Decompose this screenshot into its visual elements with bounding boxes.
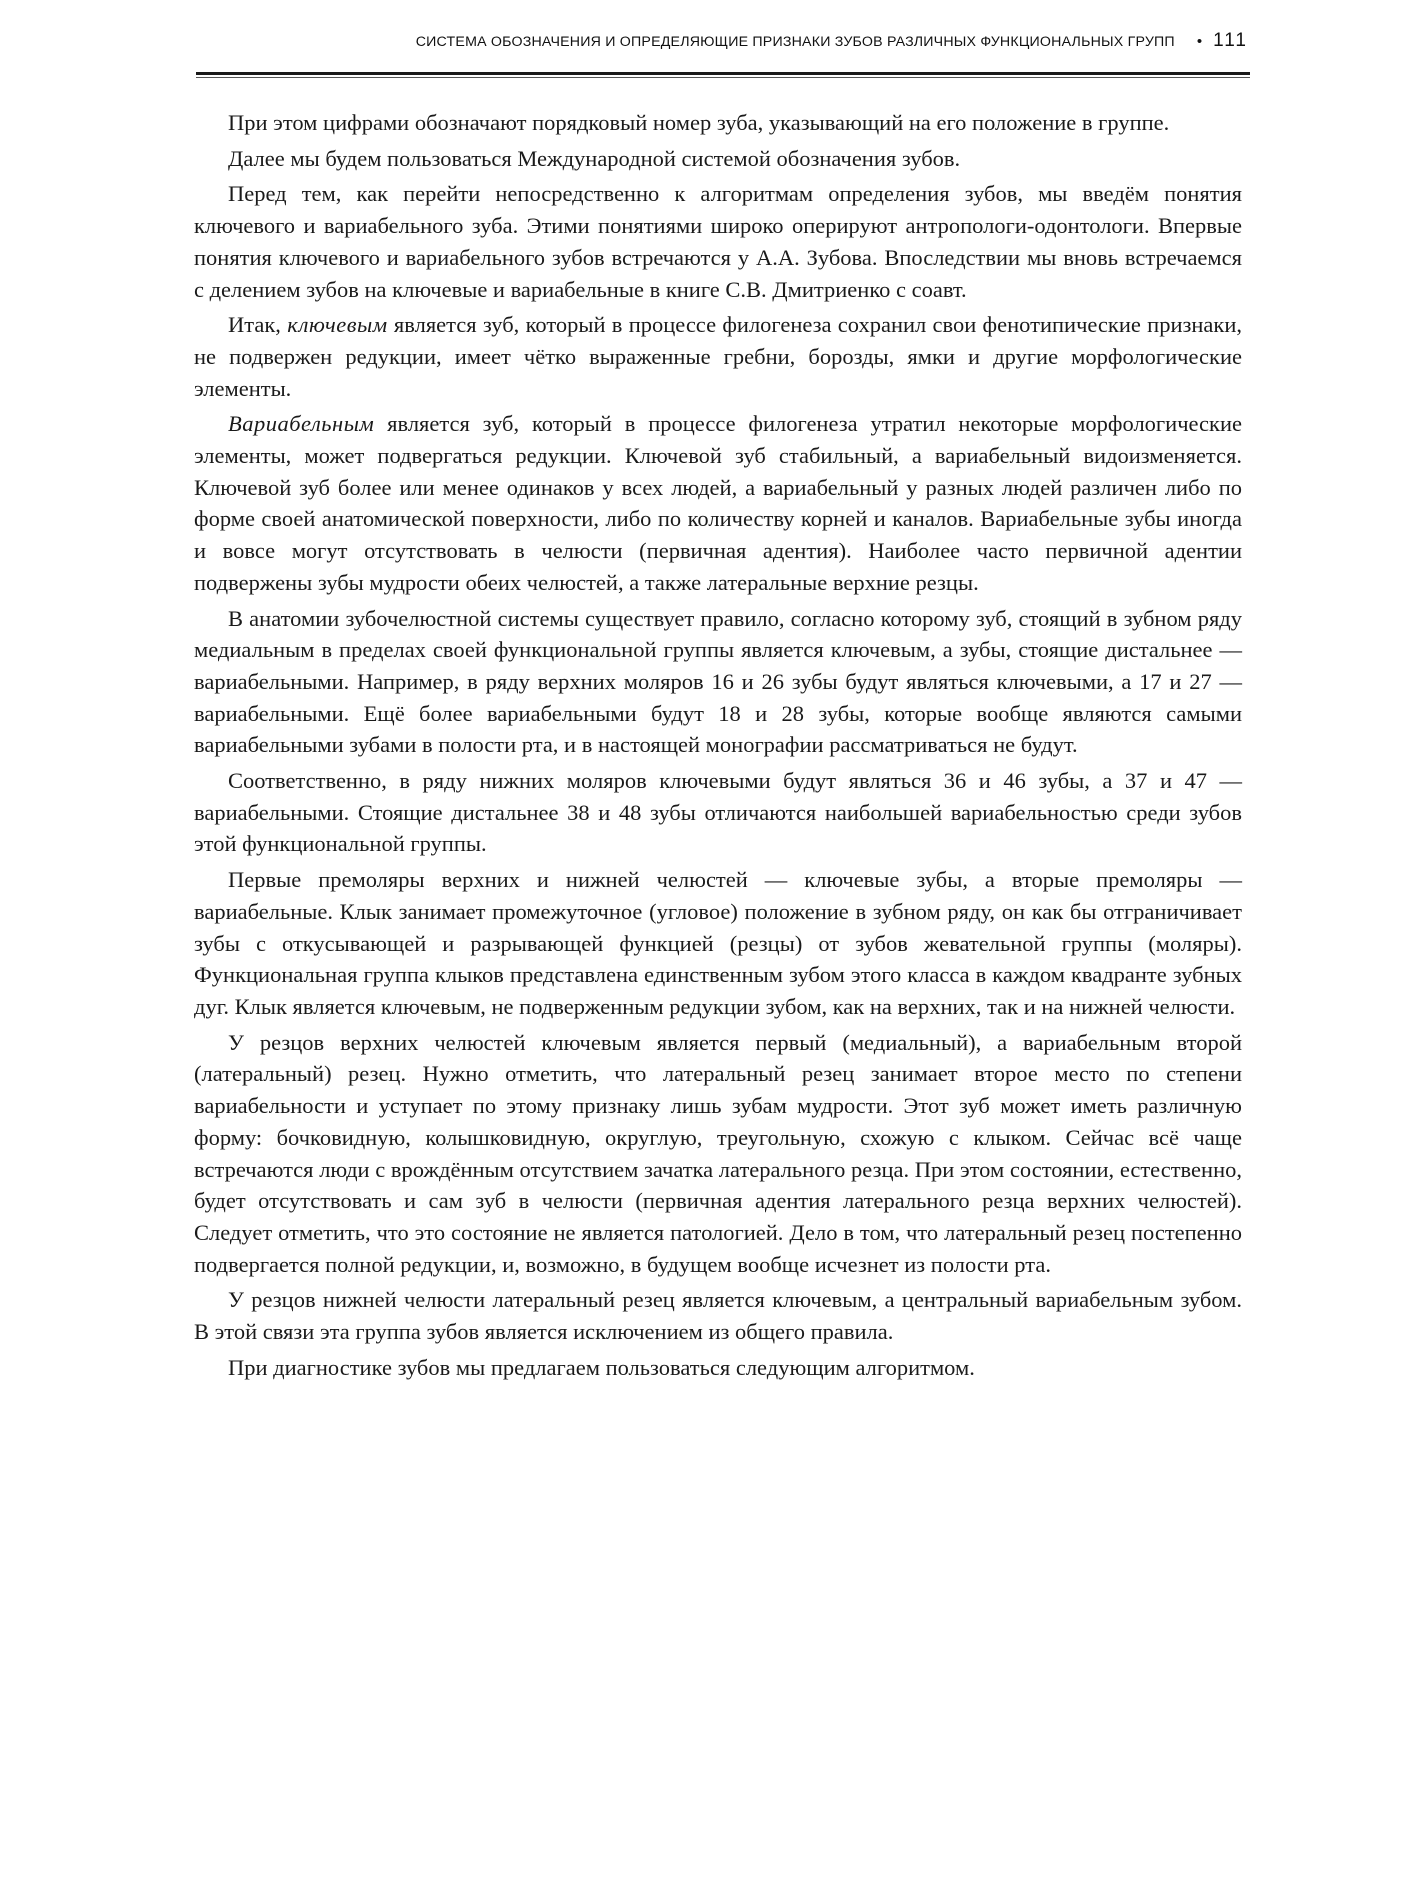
paragraph-prefix: Итак, [228, 312, 288, 338]
paragraph-text: является зуб, который в процессе филогенеза сохранил свои фенотипические признаки, не подвержен редукции, имеет чётко выраженные гребни, борозды, ямки и другие морфологические элементы. [194, 312, 1242, 401]
paragraph-premolars-canine [194, 864, 1242, 1023]
paragraph-text: У резцов нижней челюсти латеральный резец является ключевым, а центральный вариабельным зубом. В этой связи эта группа зубов является исключением из общего правила. [194, 1287, 1242, 1345]
paragraph-key-tooth-definition [194, 309, 1242, 404]
paragraph-text: В анатомии зубочелюстной системы существует правило, согласно которому зуб, стоящий в зубном ряду медиальным в пределах своей функциональной группы является ключевым, а зубы, стоящие дистальнее — вариабельными. Например, в ряду верхних моляров 16 и 26 зубы будут являться ключевыми, а 17 и 27 — вариабельными. Ещё более вариабельными будут 18 и 28 зубы, которые вообще являются самыми вариабельными зубами в полости рта, и в настоящей монографии рассматриваться не будут. [194, 605, 1242, 758]
paragraph-numbering [194, 107, 1242, 139]
header-bullet: • [1196, 33, 1203, 50]
paragraph-text: Первые премоляры верхних и нижней челюстей — ключевые зубы, а вторые премоляры — вариабельные. Клык занимает промежуточное (угловое) положение в зубном ряду, он как бы отграничивает зубы с откусывающей и разрывающей функцией (резцы) от зубов жевательной группы (моляры). Функциональная группа клыков представлена единственным зубом этого класса в каждом квадранте зубных дуг. Клык является ключевым, не подверженным редукции зубом, как на верхних, так и на нижней челюсти. [194, 867, 1242, 1019]
paragraph-text: При этом цифрами обозначают порядковый номер зуба, указывающий на его положение в группе. [228, 110, 1170, 135]
emphasized-term: Вариабельным [228, 411, 375, 437]
body-text [194, 107, 1242, 1387]
paragraph-variable-tooth-definition [194, 408, 1242, 598]
header-rule-thin [196, 77, 1250, 78]
paragraph-international-system [194, 143, 1242, 175]
paragraph-lower-molars [194, 765, 1242, 860]
paragraph-text: При диагностике зубов мы предлагаем пользоваться следующим алгоритмом. [228, 1354, 975, 1380]
page-number: 111 [1213, 30, 1248, 51]
paragraph-text: Перед тем, как перейти непосредственно к алгоритмам определения зубов, мы введём понятия ключевого и вариабельного зуба. Этими понятиями широко оперируют антропологи-одонтологи. Впервые понятия ключевого и вариабельного зубов встречаются у А.А. Зубова. Впоследствии мы вновь встречаемся с делением зубов на ключевые и вариабельные в книге С.В. Дмитриенко с соавт. [194, 181, 1242, 302]
running-header [196, 30, 1248, 62]
paragraph-key-variable-concepts [194, 178, 1242, 305]
header-rule [196, 72, 1250, 75]
paragraph-text: Далее мы будем пользоваться Международной системой обозначения зубов. [228, 145, 961, 171]
paragraph-medial-rule [194, 603, 1242, 762]
paragraph-algorithm-intro [194, 1352, 1242, 1384]
paragraph-text: Соответственно, в ряду нижних моляров ключевыми будут являться 36 и 46 зубы, а 37 и 47 — вариабельными. Стоящие дистальнее 38 и 48 зубы отличаются наибольшей вариабельностью среди зубов этой функциональной группы. [194, 768, 1242, 857]
paragraph-upper-incisors [194, 1027, 1242, 1281]
paragraph-lower-incisors [194, 1284, 1242, 1347]
paragraph-text: является зуб, который в процессе филогенеза утратил некоторые морфологические элементы, может подвергаться редукции. Ключевой зуб стабильный, а вариабельный видоизменяется. Ключевой зуб более или менее одинаков у всех людей, а вариабельный у разных людей различен либо по форме своей анатомической поверхности, либо по количеству корней и каналов. Вариабельные зубы иногда и вовсе могут отсутствовать в челюсти (первичная адентия). Наиболее часто первичной адентии подвержены зубы мудрости обеих челюстей, а также латеральные верхние резцы. [194, 411, 1242, 595]
paragraph-text: У резцов верхних челюстей ключевым является первый (медиальный), а вариабельным второй (латеральный) резец. Нужно отметить, что латеральный резец занимает второе место по степени вариабельности и уступает по этому признаку лишь зубам мудрости. Этот зуб может иметь различную форму: бочковидную, колышковидную, округлую, треугольную, схожую с клыком. Сейчас всё чаще встречаются люди с врождённым отсутствием зачатка латерального резца. При этом состоянии, естественно, будет отсутствовать и сам зуб в челюсти (первичная адентия латерального резца верхних челюстей). Следует отметить, что это состояние не является патологией. Дело в том, что латеральный резец постепенно подвергается полной редукции, и, возможно, в будущем вообще исчезнет из полости рта. [194, 1029, 1242, 1277]
running-header-title: СИСТЕМА ОБОЗНАЧЕНИЯ И ОПРЕДЕЛЯЮЩИЕ ПРИЗНАКИ ЗУБОВ РАЗЛИЧНЫХ ФУНКЦИОНАЛЬНЫХ ГРУПП [415, 34, 1175, 50]
emphasized-term: ключевым [287, 312, 388, 338]
